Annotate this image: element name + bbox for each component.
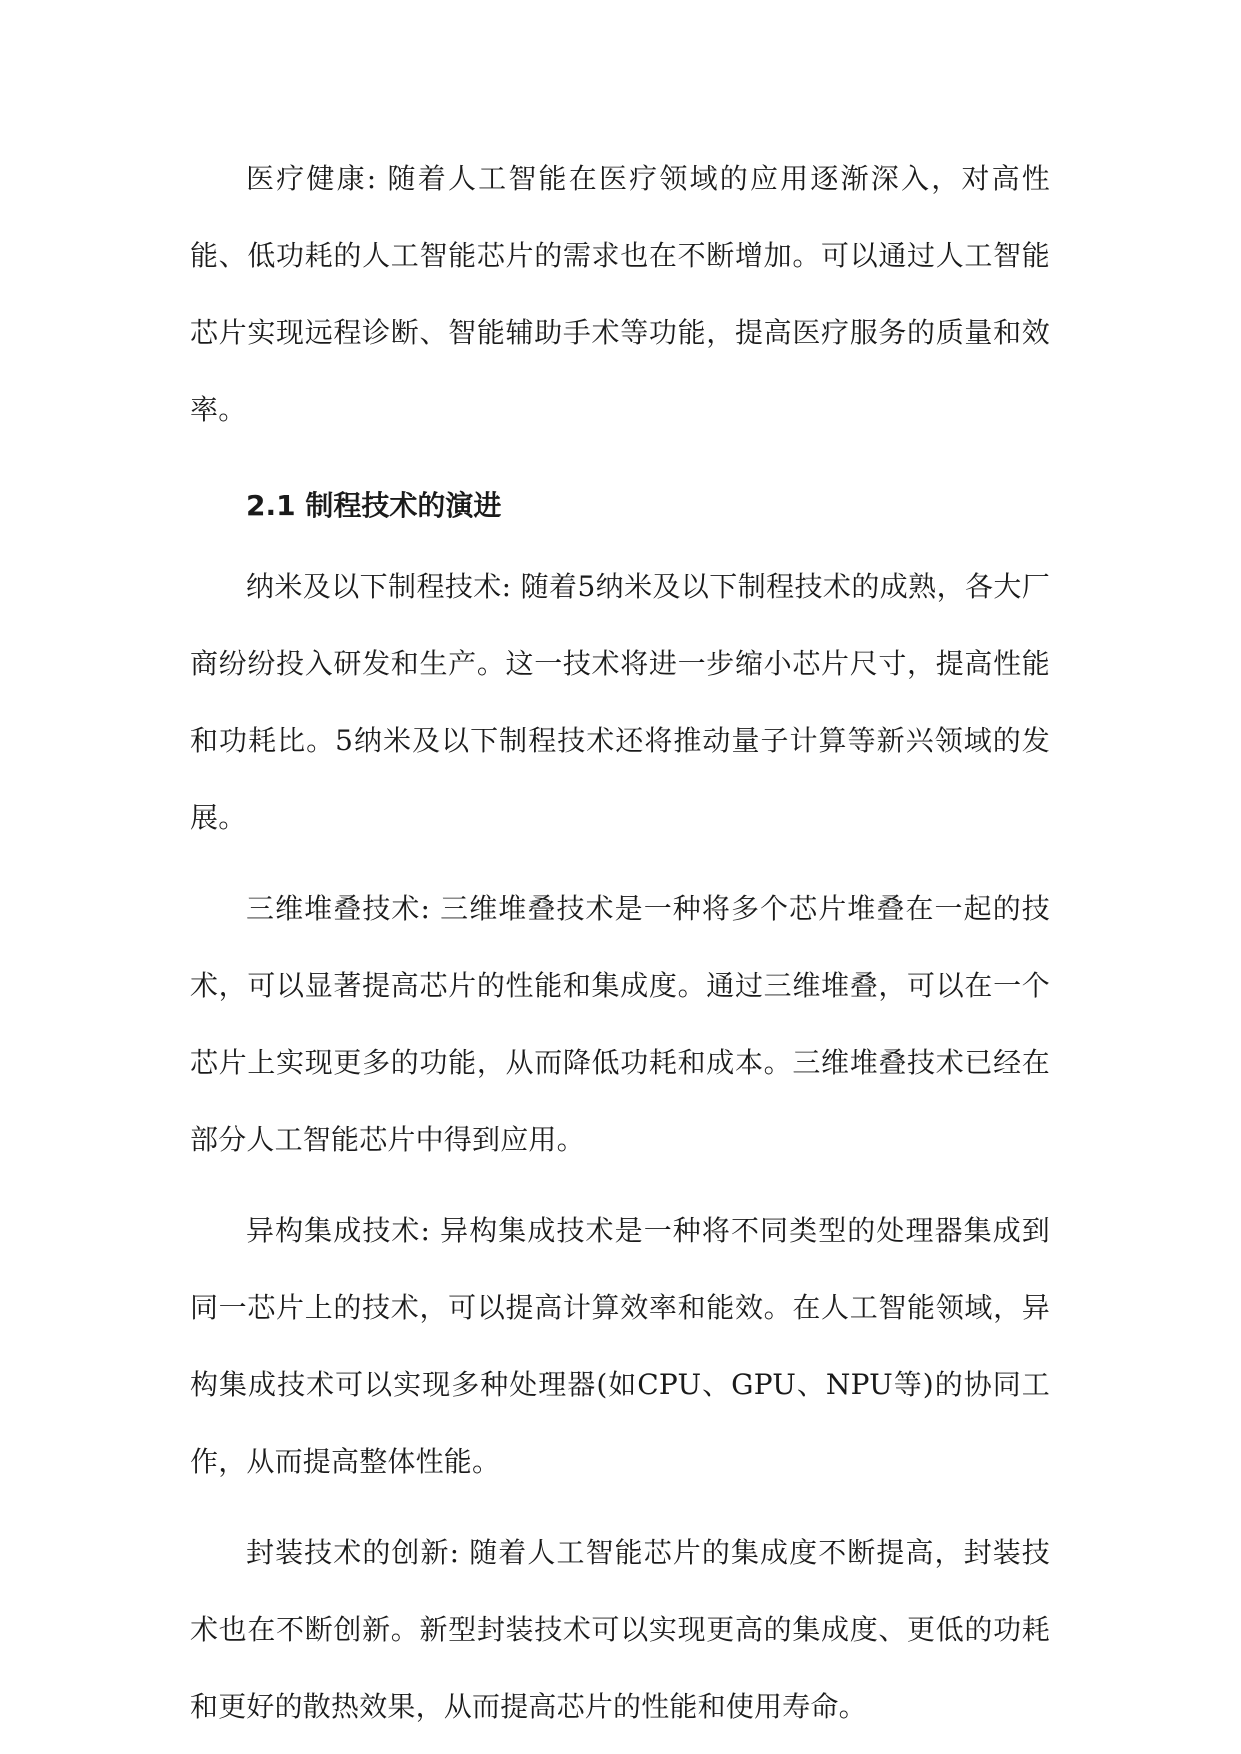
paragraph-nanometer-process: 纳米及以下制程技术: 随着5纳米及以下制程技术的成熟，各大厂商纷纷投入研发和生产。这一技术将进一步缩小芯片尺寸，提高性能和功耗比。5纳米及以下制程技术还将推动量子计算等新兴领域的发展。 — [190, 570, 1050, 834]
paragraph-packaging-innovation: 封装技术的创新: 随着人工智能芯片的集成度不断提高，封装技术也在不断创新。新型封装技术可以实现更高的集成度、更低的功耗和更好的散热效果，从而提高芯片的性能和使用寿命。 — [190, 1536, 1050, 1723]
paragraph-heterogeneous-integration: 异构集成技术: 异构集成技术是一种将不同类型的处理器集成到同一芯片上的技术，可以提高计算效率和能效。在人工智能领域，异构集成技术可以实现多种处理器(如CPU、GPU、NPU等)的协同工作，从而提高整体性能。 — [190, 1214, 1050, 1478]
document-body — [190, 140, 1050, 1745]
paragraph-3d-stacking: 三维堆叠技术: 三维堆叠技术是一种将多个芯片堆叠在一起的技术，可以显著提高芯片的性能和集成度。通过三维堆叠，可以在一个芯片上实现更多的功能，从而降低功耗和成本。三维堆叠技术已经在部分人工智能芯片中得到应用。 — [190, 892, 1050, 1156]
section-heading: 2.1 制程技术的演进 — [246, 489, 502, 522]
paragraph-medical-health: 医疗健康: 随着人工智能在医疗领域的应用逐渐深入，对高性能、低功耗的人工智能芯片的需求也在不断增加。可以通过人工智能芯片实现远程诊断、智能辅助手术等功能，提高医疗服务的质量和效率。 — [190, 162, 1050, 426]
